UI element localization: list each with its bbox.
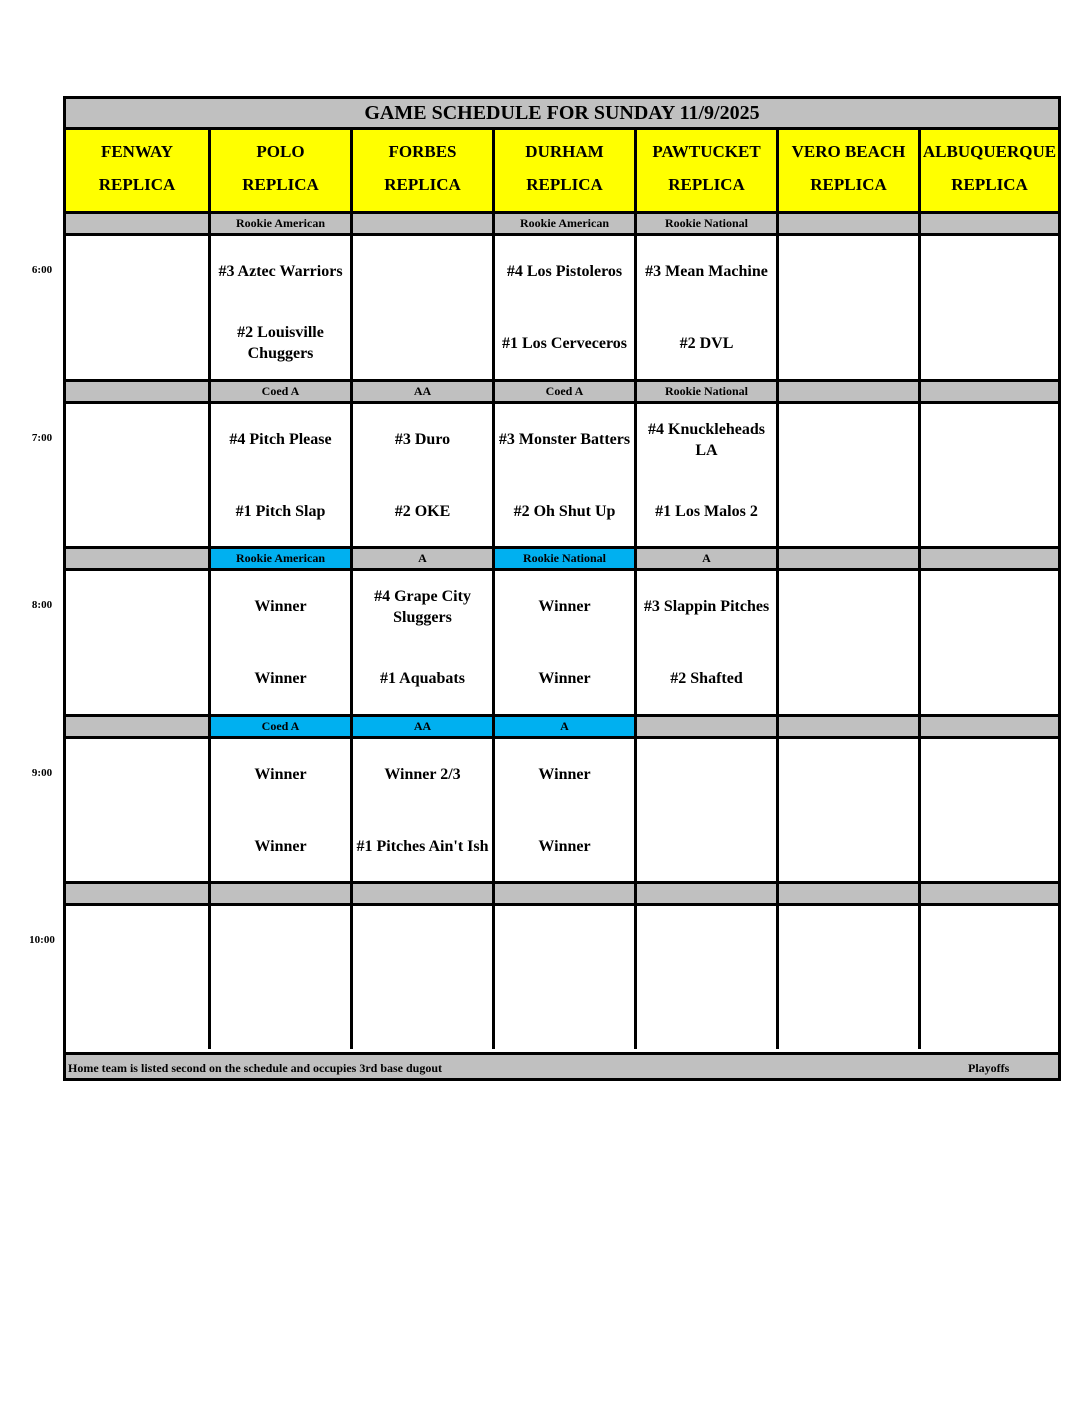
time-label: 6:00 bbox=[31, 264, 53, 276]
column-divider bbox=[918, 884, 921, 1049]
footer-note: Home team is listed second on the schedule and occupies 3rd base dugout bbox=[68, 1061, 443, 1075]
division-label: Rookie National bbox=[637, 214, 776, 233]
column-divider bbox=[208, 884, 211, 1049]
game-cell bbox=[353, 571, 492, 714]
column-divider bbox=[918, 382, 921, 547]
column-divider bbox=[634, 382, 637, 547]
home-team: #1 Los Malos 2 bbox=[655, 502, 758, 520]
home-team bbox=[779, 811, 918, 883]
division-label bbox=[921, 884, 1058, 903]
away-team bbox=[779, 906, 918, 978]
field-subtitle: REPLICA bbox=[668, 174, 745, 194]
away-team: #3 Slappin Pitches bbox=[643, 598, 770, 616]
home-team bbox=[921, 308, 1058, 380]
division-label bbox=[779, 717, 918, 736]
game-cell bbox=[921, 571, 1058, 714]
division-label bbox=[66, 884, 208, 903]
division-label: A bbox=[637, 549, 776, 568]
game-cell bbox=[495, 739, 634, 882]
home-team: Winner bbox=[254, 837, 307, 855]
game-cell bbox=[779, 236, 918, 379]
division-label bbox=[637, 884, 776, 903]
away-team: Winner bbox=[254, 598, 307, 616]
field-subtitle: REPLICA bbox=[810, 174, 887, 194]
game-cell bbox=[66, 739, 208, 882]
game-cell bbox=[495, 571, 634, 714]
game-cell bbox=[637, 571, 776, 714]
field-header-albuquerque bbox=[921, 130, 1058, 214]
home-team bbox=[66, 476, 208, 548]
game-cell bbox=[211, 404, 350, 547]
column-divider bbox=[350, 130, 353, 214]
schedule-footer bbox=[66, 1052, 1058, 1078]
division-label: Rookie American bbox=[211, 214, 350, 233]
away-team bbox=[66, 236, 208, 308]
division-label: Rookie National bbox=[495, 549, 634, 568]
division-label bbox=[779, 549, 918, 568]
column-divider bbox=[492, 382, 495, 547]
time-label: 9:00 bbox=[31, 767, 53, 779]
field-header-vero-beach bbox=[779, 130, 918, 214]
away-team bbox=[779, 404, 918, 476]
game-cell bbox=[66, 906, 208, 1049]
division-label bbox=[66, 549, 208, 568]
field-name: FORBES bbox=[388, 142, 457, 162]
game-cell bbox=[779, 906, 918, 1049]
division-label: Rookie American bbox=[211, 549, 350, 568]
home-team bbox=[66, 308, 208, 380]
field-name: PAWTUCKET bbox=[652, 142, 761, 162]
field-subtitle: REPLICA bbox=[384, 174, 461, 194]
home-team bbox=[353, 978, 492, 1050]
away-team bbox=[66, 739, 208, 811]
game-cell bbox=[66, 236, 208, 379]
column-divider bbox=[776, 717, 779, 882]
game-cell bbox=[353, 906, 492, 1049]
home-team bbox=[66, 978, 208, 1050]
home-team bbox=[779, 476, 918, 548]
away-team bbox=[637, 906, 776, 978]
home-team bbox=[921, 643, 1058, 715]
field-subtitle: REPLICA bbox=[242, 174, 319, 194]
game-cell bbox=[779, 739, 918, 882]
game-cell bbox=[353, 404, 492, 547]
away-team bbox=[921, 404, 1058, 476]
division-label bbox=[495, 884, 634, 903]
away-team bbox=[921, 906, 1058, 978]
time-label: 8:00 bbox=[31, 599, 53, 611]
column-divider bbox=[776, 130, 779, 214]
column-divider bbox=[634, 549, 637, 714]
away-team: #3 Duro bbox=[394, 431, 451, 449]
home-team bbox=[921, 476, 1058, 548]
column-divider bbox=[492, 717, 495, 882]
field-subtitle: REPLICA bbox=[526, 174, 603, 194]
field-name: DURHAM bbox=[525, 142, 604, 162]
field-name: FENWAY bbox=[100, 142, 174, 162]
home-team bbox=[495, 978, 634, 1050]
division-label bbox=[66, 717, 208, 736]
away-team: Winner bbox=[538, 598, 591, 616]
away-team bbox=[637, 739, 776, 811]
field-name: VERO BEACH bbox=[791, 142, 906, 162]
column-divider bbox=[918, 549, 921, 714]
column-divider bbox=[350, 549, 353, 714]
home-team bbox=[779, 978, 918, 1050]
home-team: #2 Oh Shut Up bbox=[513, 502, 616, 520]
away-team bbox=[353, 906, 492, 978]
field-subtitle: REPLICA bbox=[951, 174, 1028, 194]
column-divider bbox=[208, 717, 211, 882]
away-team bbox=[495, 906, 634, 978]
column-divider bbox=[634, 717, 637, 882]
game-cell bbox=[66, 404, 208, 547]
game-cell bbox=[211, 236, 350, 379]
schedule-title: GAME SCHEDULE FOR SUNDAY 11/9/2025 bbox=[66, 99, 1058, 130]
division-label bbox=[211, 884, 350, 903]
away-team bbox=[779, 571, 918, 643]
away-team bbox=[921, 236, 1058, 308]
field-header-polo bbox=[211, 130, 350, 214]
home-team bbox=[66, 643, 208, 715]
column-divider bbox=[350, 717, 353, 882]
division-label bbox=[779, 382, 918, 401]
game-cell bbox=[353, 739, 492, 882]
column-divider bbox=[634, 214, 637, 379]
home-team bbox=[211, 978, 350, 1050]
home-team: #2 DVL bbox=[679, 334, 734, 352]
game-cell bbox=[637, 739, 776, 882]
home-team: #1 Pitch Slap bbox=[235, 502, 326, 520]
column-divider bbox=[208, 214, 211, 379]
column-divider bbox=[492, 884, 495, 1049]
game-cell bbox=[779, 571, 918, 714]
time-label: 7:00 bbox=[31, 432, 53, 444]
division-label: AA bbox=[353, 717, 492, 736]
column-divider bbox=[776, 382, 779, 547]
division-label: Coed A bbox=[211, 382, 350, 401]
away-team: #4 Knuckleheads LA bbox=[648, 420, 765, 459]
game-cell bbox=[353, 236, 492, 379]
division-label: Rookie National bbox=[637, 382, 776, 401]
home-team bbox=[637, 811, 776, 883]
away-team bbox=[211, 906, 350, 978]
game-cell bbox=[211, 906, 350, 1049]
column-divider bbox=[918, 717, 921, 882]
field-header-fenway bbox=[66, 130, 208, 214]
column-divider bbox=[634, 130, 637, 214]
column-divider bbox=[492, 549, 495, 714]
home-team bbox=[66, 811, 208, 883]
field-header-pawtucket bbox=[637, 130, 776, 214]
game-cell bbox=[495, 404, 634, 547]
division-label: AA bbox=[353, 382, 492, 401]
division-label bbox=[921, 549, 1058, 568]
away-team bbox=[66, 404, 208, 476]
division-label bbox=[353, 214, 492, 233]
away-team bbox=[353, 236, 492, 308]
column-divider bbox=[918, 214, 921, 379]
division-label bbox=[353, 884, 492, 903]
game-cell bbox=[495, 236, 634, 379]
column-divider bbox=[208, 549, 211, 714]
away-team: #4 Grape City Sluggers bbox=[374, 587, 471, 626]
game-cell bbox=[921, 404, 1058, 547]
away-team: Winner bbox=[538, 766, 591, 784]
division-label bbox=[779, 214, 918, 233]
game-cell bbox=[779, 404, 918, 547]
home-team bbox=[637, 978, 776, 1050]
column-divider bbox=[492, 214, 495, 379]
away-team: #4 Los Pistoleros bbox=[506, 263, 623, 281]
column-divider bbox=[776, 549, 779, 714]
schedule-table bbox=[63, 96, 1061, 1081]
division-label: A bbox=[353, 549, 492, 568]
home-team: #1 Aquabats bbox=[380, 669, 465, 687]
home-team bbox=[779, 308, 918, 380]
game-cell bbox=[211, 739, 350, 882]
away-team: #4 Pitch Please bbox=[229, 431, 332, 449]
game-cell bbox=[66, 571, 208, 714]
column-divider bbox=[350, 884, 353, 1049]
away-team bbox=[921, 739, 1058, 811]
home-team: Winner bbox=[538, 837, 591, 855]
away-team: Winner 2/3 bbox=[384, 766, 461, 784]
home-team: #2 Louisville Chuggers bbox=[237, 324, 324, 363]
game-cell bbox=[637, 404, 776, 547]
home-team: Winner bbox=[254, 669, 307, 687]
division-label bbox=[66, 214, 208, 233]
field-header-durham bbox=[495, 130, 634, 214]
column-divider bbox=[208, 382, 211, 547]
home-team: #1 Los Cerveceros bbox=[502, 334, 627, 352]
game-cell bbox=[495, 906, 634, 1049]
away-team bbox=[66, 906, 208, 978]
home-team: #2 OKE bbox=[394, 502, 451, 520]
division-label: A bbox=[495, 717, 634, 736]
column-divider bbox=[350, 214, 353, 379]
home-team: #1 Pitches Ain't Ish bbox=[356, 837, 489, 855]
time-label: 10:00 bbox=[29, 934, 55, 946]
home-team bbox=[353, 308, 492, 380]
column-divider bbox=[776, 214, 779, 379]
away-team: Winner bbox=[254, 766, 307, 784]
away-team bbox=[779, 739, 918, 811]
away-team bbox=[779, 236, 918, 308]
game-cell bbox=[637, 236, 776, 379]
game-cell bbox=[211, 571, 350, 714]
home-team: #2 Shafted bbox=[670, 669, 743, 687]
game-cell bbox=[921, 739, 1058, 882]
away-team: #3 Monster Batters bbox=[498, 431, 631, 449]
field-name: POLO bbox=[256, 142, 305, 162]
field-header-forbes bbox=[353, 130, 492, 214]
column-divider bbox=[492, 130, 495, 214]
field-subtitle: REPLICA bbox=[98, 174, 176, 194]
division-label bbox=[921, 717, 1058, 736]
game-cell bbox=[921, 906, 1058, 1049]
home-team bbox=[921, 811, 1058, 883]
home-team bbox=[921, 978, 1058, 1050]
division-label bbox=[921, 382, 1058, 401]
footer-playoffs-label: Playoffs bbox=[968, 1061, 1010, 1075]
column-divider bbox=[208, 130, 211, 214]
division-label: Rookie American bbox=[495, 214, 634, 233]
home-team bbox=[779, 643, 918, 715]
division-label: Coed A bbox=[211, 717, 350, 736]
away-team bbox=[921, 571, 1058, 643]
field-name: ALBUQUERQUE bbox=[922, 142, 1057, 162]
away-team: #3 Aztec Warriors bbox=[218, 263, 343, 281]
away-team bbox=[66, 571, 208, 643]
column-divider bbox=[350, 382, 353, 547]
division-label: Coed A bbox=[495, 382, 634, 401]
column-divider bbox=[918, 130, 921, 214]
division-label bbox=[637, 717, 776, 736]
game-cell bbox=[637, 906, 776, 1049]
game-cell bbox=[921, 236, 1058, 379]
division-label bbox=[921, 214, 1058, 233]
away-team: #3 Mean Machine bbox=[645, 263, 768, 281]
column-divider bbox=[634, 884, 637, 1049]
division-label bbox=[66, 382, 208, 401]
home-team: Winner bbox=[538, 669, 591, 687]
column-divider bbox=[776, 884, 779, 1049]
division-label bbox=[779, 884, 918, 903]
